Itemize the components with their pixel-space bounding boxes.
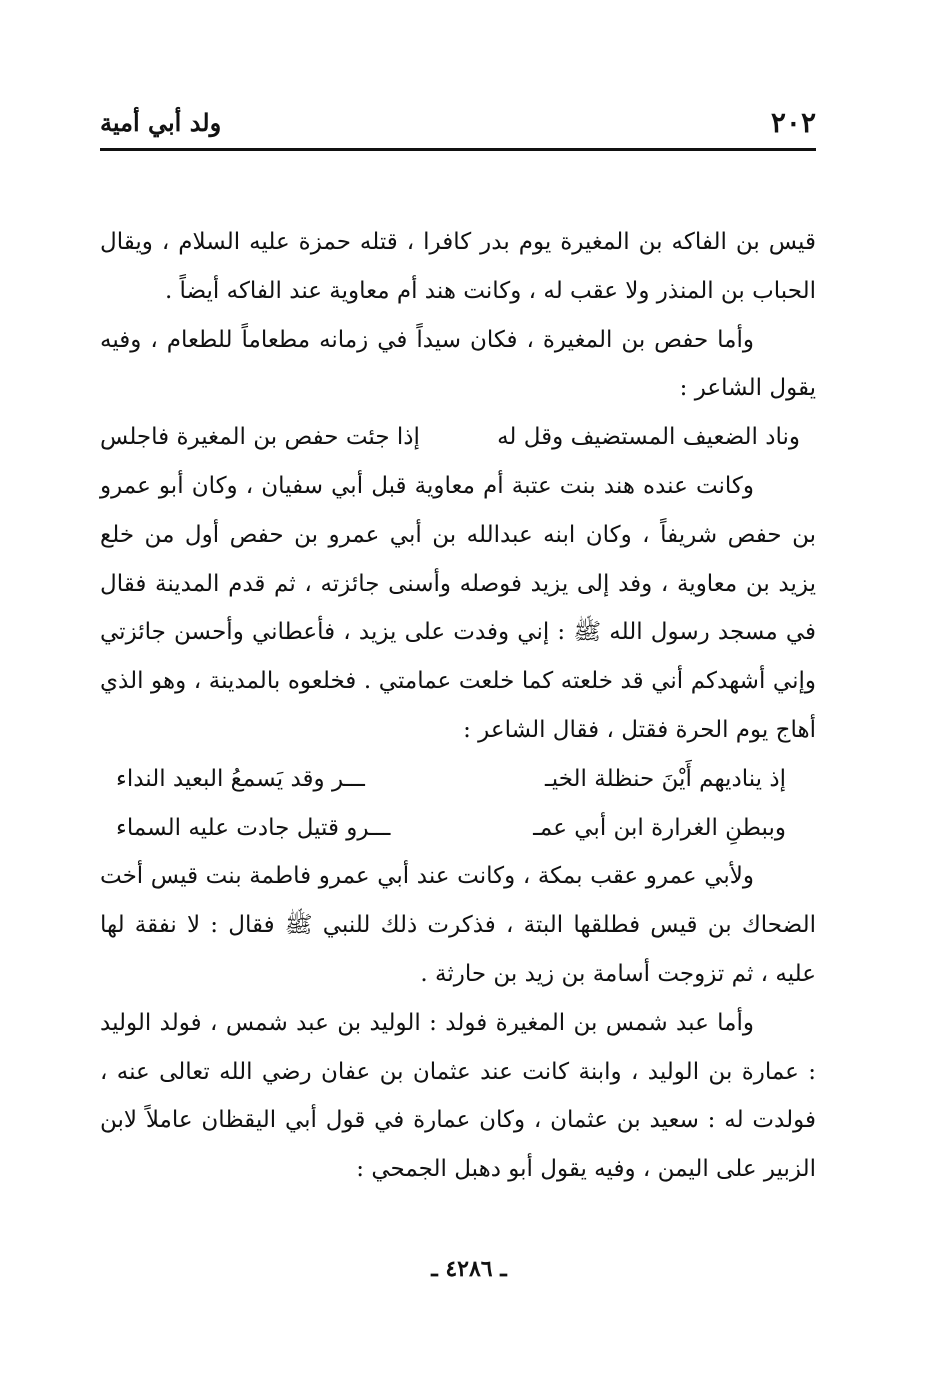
verse-1-second-hemistich: إذا جئت حفص بن المغيرة فاجلس [100, 424, 420, 451]
header-rule [100, 148, 816, 151]
verse-line-1 [100, 413, 816, 462]
body-text [100, 218, 816, 1194]
footer-folio: ـ ٤٢٨٦ ـ [431, 1256, 507, 1282]
page-number: ٢٠٢ [770, 106, 816, 139]
verse-line-3 [100, 804, 816, 853]
paragraph-hafs: وأما حفص بن المغيرة ، فكان سيداً في زمانه مطعاماً للطعام ، وفيه يقول الشاعر : [100, 326, 816, 402]
paragraph-fatima: ولأبي عمرو عقب بمكة ، وكانت عند أبي عمرو فاطمة بنت قيس أخت الضحاك بن قيس فطلقها البتة ، فذكرت ذلك للنبي ﷺ فقال : لا نفقة لها عليه ، ثم تزوجت أسامة بن زيد بن حارثة . [100, 863, 816, 987]
page-header [100, 100, 816, 140]
verse-3-second-hemistich: ـــرو قتيل جادت عليه السماء [116, 814, 391, 841]
verse-2-second-hemistich: ـــر وقد يَسمعُ البعيد النداء [116, 765, 365, 792]
running-title: ولد أبي أمية [100, 108, 222, 137]
verse-1-first-hemistich: وناد الضعيف المستضيف وقل له [497, 424, 800, 451]
verse-3-first-hemistich: وببطنِ الغرارة ابن أبي عمـ [533, 814, 786, 841]
verse-line-2 [100, 755, 816, 804]
paragraph-qays: قيس بن الفاكه بن المغيرة يوم بدر كافرا ، قتله حمزة عليه السلام ، ويقال الحباب بن المنذر ولا عقب له ، وكانت هند أم معاوية عند الفاكه أيضاً . [100, 229, 816, 304]
paragraph-hind: وكانت عنده هند بنت عتبة أم معاوية قبل أبي سفيان ، وكان أبو عمرو بن حفص شريفاً ، وكان ابنه عبدالله بن أبي عمرو بن حفص أول من خلع يزيد بن معاوية ، وفد إلى يزيد فوصله وأسنى جائزته ، ثم قدم المدينة فقال في مسجد رسول الله ﷺ : إني وفدت على يزيد ، فأعطاني وأحسن جائزتي وإني أشهدكم أني قد خلعته كما خلعت عمامتي . فخلعوه بالمدينة ، وهو الذي أهاج يوم الحرة فقتل ، فقال الشاعر : [100, 472, 816, 743]
verse-2-first-hemistich: إذ يناديهم أَيْنَ حنظلة الخيـ [545, 765, 786, 792]
paragraph-abd-shams: وأما عبد شمس بن المغيرة فولد : الوليد بن عبد شمس ، فولد الوليد : عمارة بن الوليد ، وابنة كانت عند عثمان بن عفان رضي الله تعالى عنه ، فولدت له : سعيد بن عثمان ، وكان عمارة في قول أبي اليقظان عاملاً لابن الزبير على اليمن ، وفيه يقول أبو دهبل الجمحي : [100, 1009, 816, 1183]
